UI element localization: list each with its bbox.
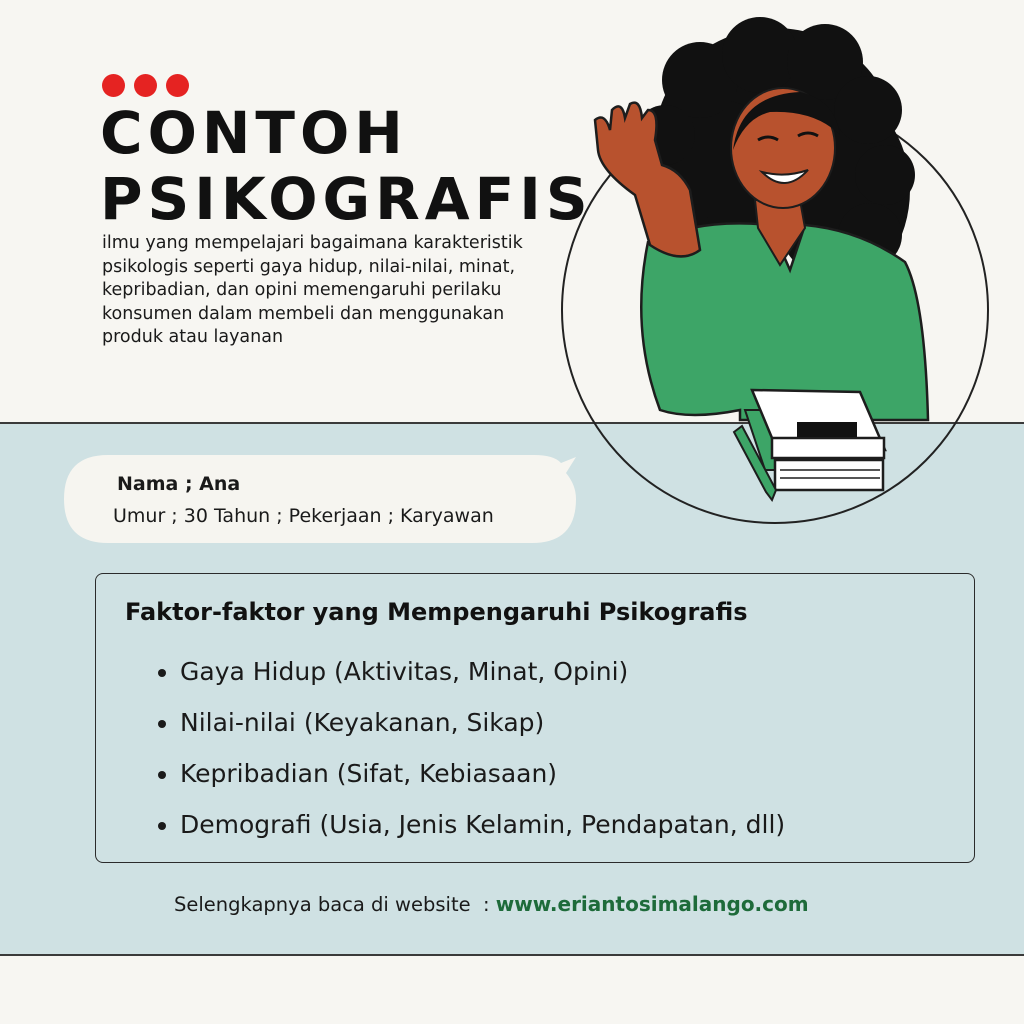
waving-hand bbox=[595, 103, 700, 257]
neck bbox=[755, 200, 805, 265]
factors-box bbox=[95, 573, 975, 863]
footer-label: Selengkapnya baca di website : bbox=[174, 893, 496, 916]
title-line-2: PSIKOGRAFIS bbox=[100, 165, 593, 233]
website-link[interactable]: www.eriantosimalango.com bbox=[495, 892, 809, 916]
green-sweater bbox=[641, 223, 928, 420]
dots-decoration-icon bbox=[102, 74, 189, 97]
speech-bubble-shape bbox=[64, 455, 576, 543]
red-dot bbox=[166, 74, 189, 97]
list-item: • Kepribadian (Sifat, Kebiasaan) bbox=[180, 748, 785, 799]
profile-name: Nama ; Ana bbox=[117, 473, 241, 495]
face bbox=[731, 88, 835, 208]
red-dot bbox=[102, 74, 125, 97]
footer bbox=[174, 892, 809, 916]
list-item: • Demografi (Usia, Jenis Kelamin, Pendapatan, dll) bbox=[180, 799, 785, 850]
list-item: • Nilai-nilai (Keyakanan, Sikap) bbox=[180, 697, 785, 748]
factors-list bbox=[148, 646, 785, 850]
description-text: ilmu yang mempelajari bagaimana karakteristik psikologis seperti gaya hidup, nilai-nilai, minat, kepribadian, dan opini memengaruhi perilaku konsumen dalam membeli dan menggunakan produk atau layanan bbox=[102, 233, 523, 347]
title-line-1: CONTOH bbox=[100, 99, 408, 167]
factors-heading: Faktor-faktor yang Mempengaruhi Psikografis bbox=[125, 598, 748, 626]
profile-speech-bubble bbox=[64, 455, 576, 543]
list-item: • Gaya Hidup (Aktivitas, Minat, Opini) bbox=[180, 646, 785, 697]
profile-info: Umur ; 30 Tahun ; Pekerjaan ; Karyawan bbox=[113, 505, 494, 527]
smile bbox=[762, 170, 808, 183]
red-dot bbox=[134, 74, 157, 97]
hair bbox=[635, 17, 915, 285]
page-title bbox=[100, 100, 593, 232]
hair-fringe bbox=[733, 92, 840, 150]
